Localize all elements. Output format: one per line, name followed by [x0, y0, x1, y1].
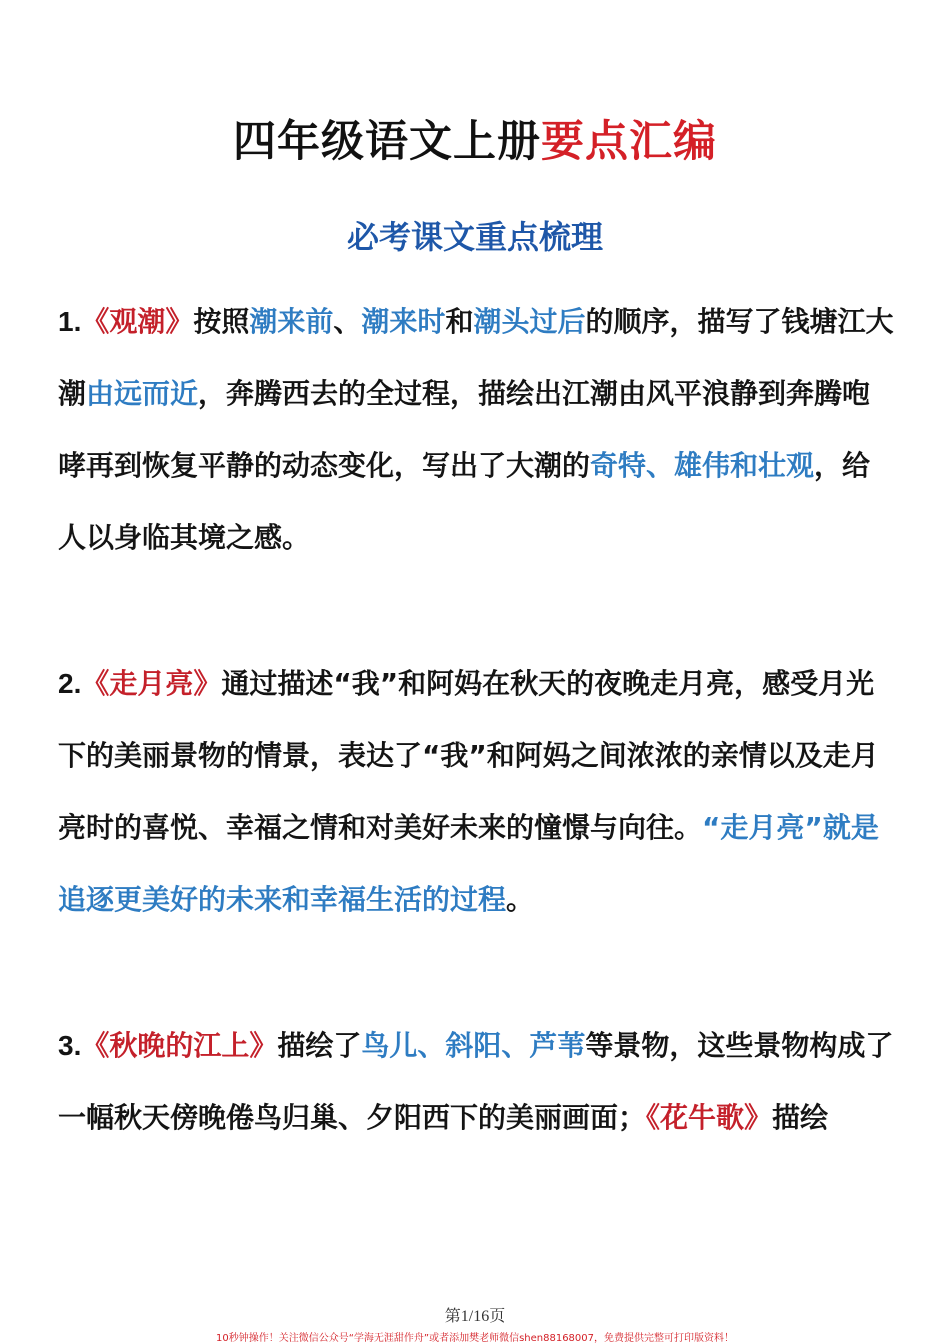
paragraph-2	[58, 648, 898, 936]
keyword: 奇特、雄伟和壮观	[590, 449, 815, 482]
paragraph-number: 2.	[58, 668, 82, 699]
keyword: “走月亮”就是追逐更美好的未来和幸福生活的过程	[58, 811, 879, 916]
book-title-zouyueliang: 《走月亮》	[81, 667, 222, 700]
page-number: 第1/16页	[444, 1308, 506, 1325]
text: 。	[506, 883, 535, 916]
keyword: 潮来前	[249, 305, 334, 338]
text: 按照	[193, 305, 250, 338]
text: 的顺序，描写了钱塘江大潮	[58, 305, 894, 410]
text: 、	[333, 305, 362, 338]
keyword: 潮头过后	[473, 305, 586, 338]
paragraph-number: 1.	[58, 306, 82, 337]
book-title-qiuwan: 《秋晚的江上》	[81, 1029, 278, 1062]
section-subtitle: 必考课文重点梳理	[346, 218, 603, 256]
keyword: 鸟儿、斜阳、芦苇	[361, 1029, 586, 1062]
title-main: 四年级语文上册	[233, 117, 541, 167]
text: 描绘了	[277, 1029, 362, 1062]
book-title-guanchao: 《观潮》	[81, 305, 194, 338]
footer-notice: 10秒钟操作！关注微信公众号“学海无涯甜作舟”或者添加樊老师微信shen88168007，免费提供完整可打印版资料！	[215, 1333, 735, 1344]
paragraph-1	[58, 286, 898, 574]
text: 描绘	[772, 1101, 829, 1134]
text: 等景物，这些景物构成了一幅秋天傍晚倦鸟归巢、夕阳西下的美丽画面；	[58, 1029, 894, 1134]
paragraph-number: 3.	[58, 1030, 82, 1061]
keyword: 由远而近	[86, 377, 199, 410]
keyword: 潮来时	[361, 305, 446, 338]
page-title	[0, 108, 950, 169]
book-title-huaniuge: 《花牛歌》	[646, 1101, 773, 1134]
text: 通过描述“我”和阿妈在秋天的夜晚走月亮，感受月光下的美丽景物的情景，表达了“我”和阿妈之间浓浓的亲情以及走月亮时的喜悦、幸福之情和对美好未来的憧憬与向往。	[58, 667, 879, 844]
paragraph-3	[58, 1010, 898, 1154]
title-highlight: 要点汇编	[541, 117, 717, 167]
text: ，奔腾西去的全过程，描绘出江潮由风平浪静到奔腾咆哮再到恢复平静的动态变化，写出了大潮的	[58, 377, 871, 482]
text: ，给人以身临其境之感。	[58, 449, 871, 554]
text: 和	[445, 305, 474, 338]
